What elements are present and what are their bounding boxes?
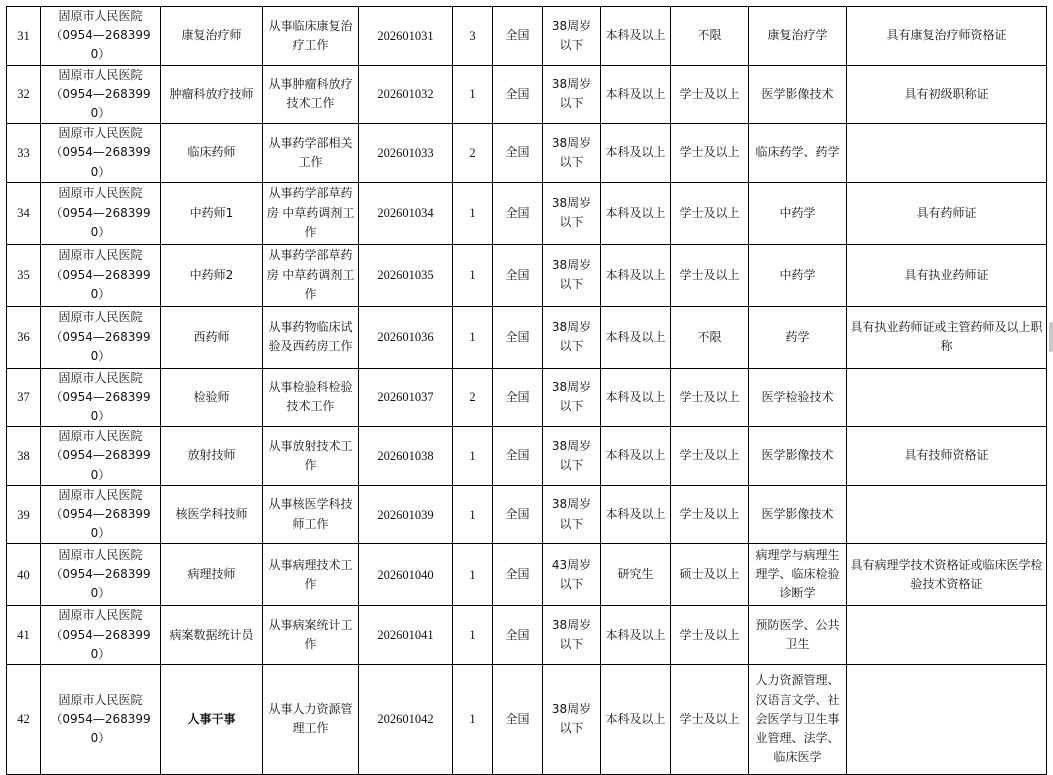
hire-count: 1: [453, 182, 493, 244]
age-requirement: 38周岁以下: [543, 7, 601, 66]
other-requirement: 具有技师资格证: [847, 427, 1047, 486]
post-name: 核医学科技师: [161, 485, 263, 544]
other-requirement: 具有执业药师证: [847, 244, 1047, 306]
education-requirement: 本科及以上: [601, 485, 671, 544]
recruit-scope: 全国: [493, 124, 543, 183]
employer-phone: （0954—2683990）: [50, 711, 151, 746]
age-requirement: 38周岁以下: [543, 244, 601, 306]
employer-name: 固原市人民医院: [58, 370, 143, 385]
major-requirement: 预防医学、公共卫生: [749, 606, 847, 665]
table-body: [7, 7, 1047, 775]
hire-count: 1: [453, 244, 493, 306]
recruit-scope: 全国: [493, 182, 543, 244]
other-requirement: 具有病理学技术资格证或临床医学检验技术资格证: [847, 544, 1047, 606]
duty-description: 从事核医学科技师工作: [263, 485, 359, 544]
degree-requirement: 学士及以上: [671, 427, 749, 486]
post-code: 202601038: [359, 427, 453, 486]
post-code: 202601042: [359, 664, 453, 774]
employer-cell: [41, 427, 161, 486]
recruit-scope: 全国: [493, 606, 543, 665]
table-row: [7, 7, 1047, 66]
row-number: 34: [7, 182, 41, 244]
hire-count: 3: [453, 7, 493, 66]
major-requirement: 中药学: [749, 244, 847, 306]
employer-cell: [41, 485, 161, 544]
employer-phone: （0954—2683990）: [50, 627, 151, 661]
education-requirement: 本科及以上: [601, 368, 671, 427]
major-requirement: 中药学: [749, 182, 847, 244]
degree-requirement: 不限: [671, 7, 749, 66]
table-row: [7, 606, 1047, 665]
degree-requirement: 不限: [671, 306, 749, 368]
employer-cell: [41, 368, 161, 427]
employer-phone: （0954—2683990）: [50, 567, 151, 601]
age-requirement: 38周岁以下: [543, 124, 601, 183]
age-requirement: 38周岁以下: [543, 664, 601, 774]
table-row: [7, 124, 1047, 183]
age-requirement: 38周岁以下: [543, 306, 601, 368]
recruitment-table: [6, 6, 1047, 775]
row-number: 40: [7, 544, 41, 606]
employer-cell: [41, 244, 161, 306]
post-name: 病案数据统计员: [161, 606, 263, 665]
employer-phone: （0954—2683990）: [50, 205, 151, 239]
other-requirement: [847, 664, 1047, 774]
row-number: 38: [7, 427, 41, 486]
post-code: 202601036: [359, 306, 453, 368]
recruit-scope: 全国: [493, 306, 543, 368]
employer-phone: （0954—2683990）: [50, 86, 151, 120]
hire-count: 2: [453, 124, 493, 183]
degree-requirement: 学士及以上: [671, 664, 749, 774]
hire-count: 1: [453, 606, 493, 665]
hire-count: 1: [453, 306, 493, 368]
education-requirement: 研究生: [601, 544, 671, 606]
post-name: 康复治疗师: [161, 7, 263, 66]
other-requirement: 具有康复治疗师资格证: [847, 7, 1047, 66]
degree-requirement: 学士及以上: [671, 244, 749, 306]
post-name: 中药师1: [161, 182, 263, 244]
employer-cell: [41, 7, 161, 66]
employer-phone: （0954—2683990）: [50, 145, 151, 179]
employer-cell: [41, 606, 161, 665]
employer-name: 固原市人民医院: [58, 429, 143, 444]
duty-description: 从事药物临床试验及西药房工作: [263, 306, 359, 368]
major-requirement: 医学检验技术: [749, 368, 847, 427]
major-requirement: 医学影像技术: [749, 485, 847, 544]
employer-name: 固原市人民医院: [58, 9, 143, 23]
employer-name: 固原市人民医院: [58, 487, 143, 502]
major-requirement: 医学影像技术: [749, 65, 847, 124]
duty-description: 从事病案统计工作: [263, 606, 359, 665]
major-requirement: 医学影像技术: [749, 427, 847, 486]
other-requirement: 具有药师证: [847, 182, 1047, 244]
major-requirement: 病理学与病理生理学、临床检验诊断学: [749, 544, 847, 606]
post-code: 202601039: [359, 485, 453, 544]
employer-name: 固原市人民医院: [58, 548, 143, 563]
scrollbar-thumb[interactable]: [1049, 322, 1053, 352]
education-requirement: 本科及以上: [601, 664, 671, 774]
employer-cell: [41, 124, 161, 183]
education-requirement: 本科及以上: [601, 606, 671, 665]
employer-cell: [41, 544, 161, 606]
degree-requirement: 学士及以上: [671, 182, 749, 244]
employer-name: 固原市人民医院: [58, 248, 143, 263]
employer-phone: （0954—2683990）: [50, 28, 151, 62]
employer-cell: [41, 664, 161, 774]
duty-description: 从事检验科检验技术工作: [263, 368, 359, 427]
employer-phone: （0954—2683990）: [50, 267, 151, 301]
table-row: [7, 306, 1047, 368]
recruit-scope: 全国: [493, 544, 543, 606]
row-number: 41: [7, 606, 41, 665]
hire-count: 1: [453, 544, 493, 606]
table-row: [7, 664, 1047, 774]
age-requirement: 38周岁以下: [543, 606, 601, 665]
degree-requirement: 学士及以上: [671, 368, 749, 427]
degree-requirement: 学士及以上: [671, 606, 749, 665]
education-requirement: 本科及以上: [601, 7, 671, 66]
degree-requirement: 学士及以上: [671, 124, 749, 183]
recruit-scope: 全国: [493, 485, 543, 544]
education-requirement: 本科及以上: [601, 427, 671, 486]
recruit-scope: 全国: [493, 427, 543, 486]
other-requirement: [847, 124, 1047, 183]
row-number: 36: [7, 306, 41, 368]
recruit-scope: 全国: [493, 7, 543, 66]
age-requirement: 38周岁以下: [543, 485, 601, 544]
post-name: 西药师: [161, 306, 263, 368]
employer-name: 固原市人民医院: [58, 310, 143, 325]
row-number: 33: [7, 124, 41, 183]
post-code: 202601037: [359, 368, 453, 427]
employer-name: 固原市人民医院: [58, 608, 143, 623]
table-row: [7, 427, 1047, 486]
employer-phone: （0954—2683990）: [50, 329, 151, 363]
post-name: 病理技师: [161, 544, 263, 606]
education-requirement: 本科及以上: [601, 124, 671, 183]
post-name: 人事干事: [161, 664, 263, 774]
major-requirement: 药学: [749, 306, 847, 368]
major-requirement: 康复治疗学: [749, 7, 847, 66]
age-requirement: 38周岁以下: [543, 65, 601, 124]
other-requirement: [847, 485, 1047, 544]
recruit-scope: 全国: [493, 664, 543, 774]
post-code: 202601041: [359, 606, 453, 665]
row-number: 39: [7, 485, 41, 544]
age-requirement: 38周岁以下: [543, 427, 601, 486]
recruit-scope: 全国: [493, 65, 543, 124]
post-name: 中药师2: [161, 244, 263, 306]
other-requirement: 具有初级职称证: [847, 65, 1047, 124]
age-requirement: 38周岁以下: [543, 368, 601, 427]
table-row: [7, 244, 1047, 306]
duty-description: 从事药学部相关工作: [263, 124, 359, 183]
hire-count: 1: [453, 664, 493, 774]
row-number: 42: [7, 664, 41, 774]
hire-count: 1: [453, 485, 493, 544]
other-requirement: [847, 606, 1047, 665]
post-code: 202601033: [359, 124, 453, 183]
degree-requirement: 学士及以上: [671, 65, 749, 124]
hire-count: 1: [453, 427, 493, 486]
employer-phone: （0954—2683990）: [50, 448, 151, 482]
duty-description: 从事病理技术工作: [263, 544, 359, 606]
education-requirement: 本科及以上: [601, 306, 671, 368]
post-code: 202601040: [359, 544, 453, 606]
duty-description: 从事放射技术工作: [263, 427, 359, 486]
recruit-scope: 全国: [493, 244, 543, 306]
row-number: 31: [7, 7, 41, 66]
age-requirement: 43周岁以下: [543, 544, 601, 606]
education-requirement: 本科及以上: [601, 65, 671, 124]
employer-name: 固原市人民医院: [58, 126, 143, 141]
post-code: 202601034: [359, 182, 453, 244]
table-row: [7, 544, 1047, 606]
employer-phone: （0954—2683990）: [50, 389, 151, 424]
degree-requirement: 学士及以上: [671, 485, 749, 544]
table-row: [7, 368, 1047, 427]
row-number: 35: [7, 244, 41, 306]
post-name: 检验师: [161, 368, 263, 427]
employer-cell: [41, 65, 161, 124]
row-number: 37: [7, 368, 41, 427]
post-code: 202601032: [359, 65, 453, 124]
table-row: [7, 65, 1047, 124]
row-number: 32: [7, 65, 41, 124]
post-code: 202601035: [359, 244, 453, 306]
duty-description: 从事药学部草药房 中草药调剂工作: [263, 244, 359, 306]
duty-description: 从事肿瘤科放疗技术工作: [263, 65, 359, 124]
education-requirement: 本科及以上: [601, 182, 671, 244]
employer-name: 固原市人民医院: [58, 186, 143, 201]
major-requirement: 临床药学、药学: [749, 124, 847, 183]
post-name: 放射技师: [161, 427, 263, 486]
duty-description: 从事临床康复治疗工作: [263, 7, 359, 66]
duty-description: 从事药学部草药房 中草药调剂工作: [263, 182, 359, 244]
hire-count: 1: [453, 65, 493, 124]
post-name: 临床药师: [161, 124, 263, 183]
employer-cell: [41, 182, 161, 244]
post-code: 202601031: [359, 7, 453, 66]
employer-name: 固原市人民医院: [58, 67, 143, 82]
other-requirement: 具有执业药师证或主管药师及以上职称: [847, 306, 1047, 368]
recruit-scope: 全国: [493, 368, 543, 427]
duty-description: 从事人力资源管理工作: [263, 664, 359, 774]
table-row: [7, 485, 1047, 544]
table-row: [7, 182, 1047, 244]
major-requirement: 人力资源管理、汉语言文学、社会医学与卫生事业管理、法学、临床医学: [749, 664, 847, 774]
age-requirement: 38周岁以下: [543, 182, 601, 244]
degree-requirement: 硕士及以上: [671, 544, 749, 606]
employer-cell: [41, 306, 161, 368]
employer-name: 固原市人民医院: [58, 692, 143, 707]
hire-count: 2: [453, 368, 493, 427]
employer-phone: （0954—2683990）: [50, 507, 151, 541]
post-name: 肿瘤科放疗技师: [161, 65, 263, 124]
other-requirement: [847, 368, 1047, 427]
education-requirement: 本科及以上: [601, 244, 671, 306]
